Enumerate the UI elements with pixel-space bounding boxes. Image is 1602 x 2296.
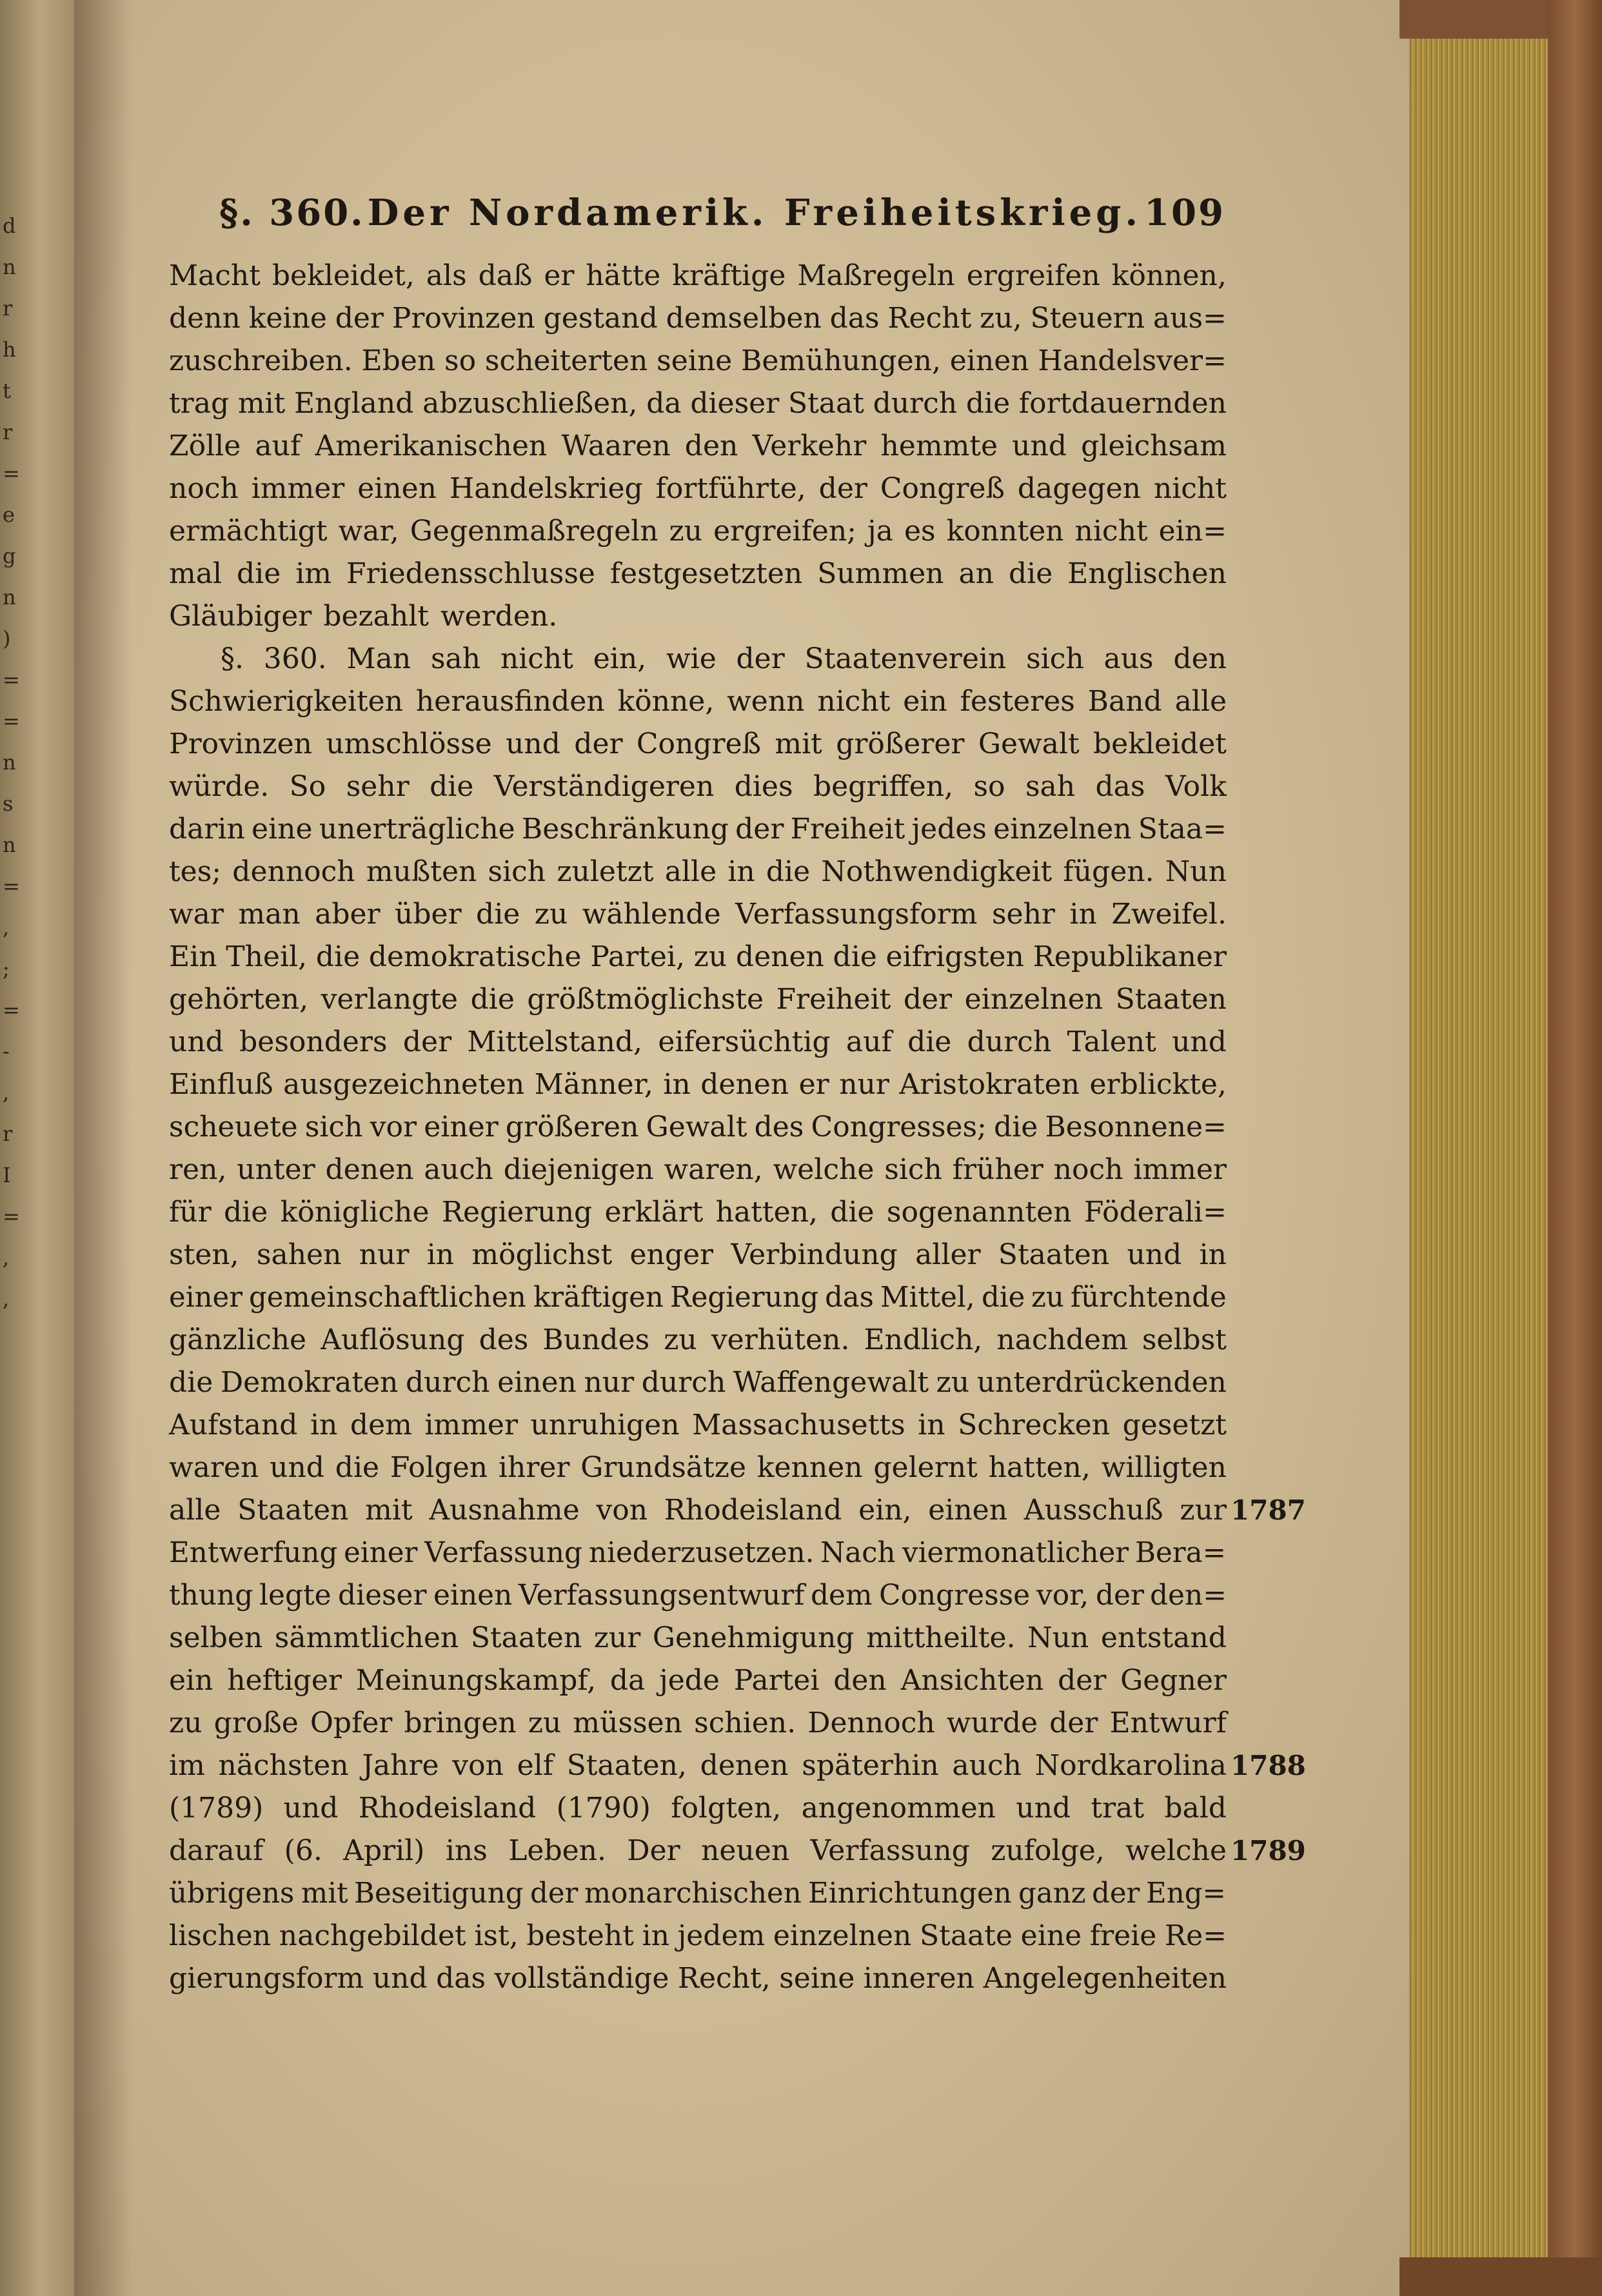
- text-line: Schwierigkeiten herausfinden könne, wenn nicht ein festeres Band alle: [169, 685, 1227, 718]
- text-line: Provinzen umschlösse und der Congreß mit größerer Gewalt bekleidet: [169, 727, 1227, 760]
- facing-page-fragment: ,: [3, 1287, 10, 1311]
- text-line: ren, unter denen auch diejenigen waren, welche sich früher noch immer: [169, 1153, 1227, 1186]
- facing-page-fragment: r: [3, 420, 13, 444]
- text-line: zu große Opfer bringen zu müssen schien. Dennoch wurde der Entwurf: [169, 1707, 1227, 1739]
- text-line: Entwerfung einer Verfassung niederzusetzen. Nach viermonatlicher Bera=: [169, 1536, 1227, 1569]
- facing-page-fragment: =: [3, 668, 20, 692]
- facing-page-fragment: -: [3, 1039, 10, 1064]
- text-line: gehörten, verlangte die größtmöglichste Freiheit der einzelnen Staaten: [169, 983, 1227, 1016]
- facing-page-fragment: n: [3, 255, 16, 279]
- text-line: war man aber über die zu wählende Verfassungsform sehr in Zweifel.: [169, 898, 1227, 931]
- text-line: einer gemeinschaftlichen kräftigen Regierung das Mittel, die zu fürchtende: [169, 1281, 1227, 1314]
- facing-page-fragment: d: [3, 213, 16, 238]
- facing-page-fragment: =: [3, 1204, 20, 1229]
- text-line: gänzliche Auflösung des Bundes zu verhüten. Endlich, nachdem selbst: [169, 1323, 1227, 1356]
- facing-page-fragment: h: [3, 337, 16, 362]
- header-section: §. 360.: [219, 192, 365, 234]
- text-line: Gläubiger bezahlt werden.: [169, 600, 558, 633]
- text-line: trag mit England abzuschließen, da dieser Staat durch die fortdauernden: [169, 387, 1227, 420]
- body-text: [169, 255, 1227, 2000]
- margin-year-note: 1788: [1231, 1750, 1306, 1781]
- text-line: Ein Theil, die demokratische Partei, zu denen die eifrigsten Republikaner: [169, 940, 1227, 973]
- facing-page-text-fragments: [3, 213, 22, 1312]
- text-line: übrigens mit Beseitigung der monarchischen Einrichtungen ganz der Eng=: [169, 1877, 1227, 1910]
- text-line: für die königliche Regierung erklärt hatten, die sogenannten Föderali=: [169, 1196, 1227, 1229]
- text-line: denn keine der Provinzen gestand demselben das Recht zu, Steuern aus=: [169, 302, 1227, 335]
- facing-page-fragment: r: [3, 1122, 13, 1146]
- facing-page-fragment: =: [3, 874, 20, 898]
- text-line: mal die im Friedensschlusse festgesetzten Summen an die Englischen: [169, 557, 1227, 590]
- text-line: waren und die Folgen ihrer Grundsätze kennen gelernt hatten, willigten: [169, 1451, 1227, 1484]
- facing-page-edge: [0, 0, 74, 2296]
- facing-page-fragment: =: [3, 461, 20, 486]
- facing-page-fragment: n: [3, 750, 16, 775]
- text-line: sten, sahen nur in möglichst enger Verbindung aller Staaten und in: [169, 1238, 1227, 1271]
- text-line: scheuete sich vor einer größeren Gewalt des Congresses; die Besonnene=: [169, 1111, 1227, 1143]
- text-line: würde. So sehr die Verständigeren dies begriffen, so sah das Volk: [169, 770, 1227, 803]
- text-line: noch immer einen Handelskrieg fortführte, der Congreß dagegen nicht: [169, 472, 1227, 505]
- text-line: ermächtigt war, Gegenmaßregeln zu ergreifen; ja es konnten nicht ein=: [169, 515, 1227, 548]
- facing-page-fragment: t: [3, 379, 11, 403]
- text-line: (1789) und Rhodeisland (1790) folgten, angenommen und trat bald: [169, 1792, 1227, 1825]
- page-number: 109: [1144, 192, 1225, 234]
- facing-page-fragment: r: [3, 296, 13, 321]
- text-line: Zölle auf Amerikanischen Waaren den Verkehr hemmte und gleichsam: [169, 430, 1227, 462]
- text-line: Macht bekleidet, als daß er hätte kräftige Maßregeln ergreifen können,: [169, 259, 1227, 292]
- facing-page-fragment: s: [3, 791, 14, 816]
- margin-year-note: 1789: [1231, 1835, 1306, 1866]
- facing-page-fragment: I: [3, 1163, 11, 1187]
- header-title: Der Nordamerik. Freiheitskrieg.: [367, 192, 1142, 234]
- gutter-shadow: [74, 0, 132, 2296]
- text-line: im nächsten Jahre von elf Staaten, denen späterhin auch Nordkarolina: [169, 1749, 1227, 1782]
- page-block-edges: [1409, 39, 1553, 2257]
- text-line: und besonders der Mittelstand, eifersüchtig auf die durch Talent und: [169, 1025, 1227, 1058]
- book-cover-bottom: [1399, 2257, 1602, 2296]
- facing-page-fragment: g: [3, 544, 16, 568]
- text-line: lischen nachgebildet ist, besteht in jedem einzelnen Staate eine freie Re=: [169, 1919, 1227, 1952]
- facing-page-fragment: =: [3, 998, 20, 1022]
- text-line: Einfluß ausgezeichneten Männer, in denen er nur Aristokraten erblickte,: [169, 1068, 1227, 1101]
- text-line: ein heftiger Meinungskampf, da jede Partei den Ansichten der Gegner: [169, 1664, 1227, 1697]
- text-line: selben sämmtlichen Staaten zur Genehmigung mittheilte. Nun entstand: [169, 1621, 1227, 1654]
- facing-page-fragment: =: [3, 709, 20, 733]
- facing-page-fragment: ;: [3, 956, 10, 981]
- text-line: thung legte dieser einen Verfassungsentwurf dem Congresse vor, der den=: [169, 1579, 1227, 1612]
- text-line: gierungsform und das vollständige Recht, seine inneren Angelegenheiten: [169, 1962, 1227, 1995]
- facing-page-fragment: e: [3, 502, 15, 527]
- facing-page-fragment: ,: [3, 1080, 10, 1105]
- facing-page-fragment: n: [3, 833, 16, 857]
- text-line: alle Staaten mit Ausnahme von Rhodeisland ein, einen Ausschuß zur: [169, 1494, 1227, 1527]
- text-line: die Demokraten durch einen nur durch Waffengewalt zu unterdrückenden: [169, 1366, 1227, 1399]
- margin-year-note: 1787: [1231, 1494, 1306, 1526]
- facing-page-fragment: ,: [3, 915, 10, 940]
- text-line: darauf (6. April) ins Leben. Der neuen Verfassung zufolge, welche: [169, 1834, 1227, 1867]
- book-cover-right: [1548, 0, 1602, 2296]
- text-line: §. 360. Man sah nicht ein, wie der Staatenverein sich aus den: [221, 642, 1227, 675]
- text-line: tes; dennoch mußten sich zuletzt alle in die Nothwendigkeit fügen. Nun: [169, 855, 1227, 888]
- text-line: Aufstand in dem immer unruhigen Massachusetts in Schrecken gesetzt: [169, 1409, 1227, 1441]
- text-line: darin eine unerträgliche Beschränkung der Freiheit jedes einzelnen Staa=: [169, 813, 1227, 846]
- facing-page-fragment: n: [3, 585, 16, 609]
- facing-page-fragment: ,: [3, 1245, 10, 1270]
- running-header: [219, 181, 1225, 245]
- text-line: zuschreiben. Eben so scheiterten seine Bemühungen, einen Handelsver=: [169, 344, 1227, 377]
- facing-page-fragment: ): [3, 626, 11, 651]
